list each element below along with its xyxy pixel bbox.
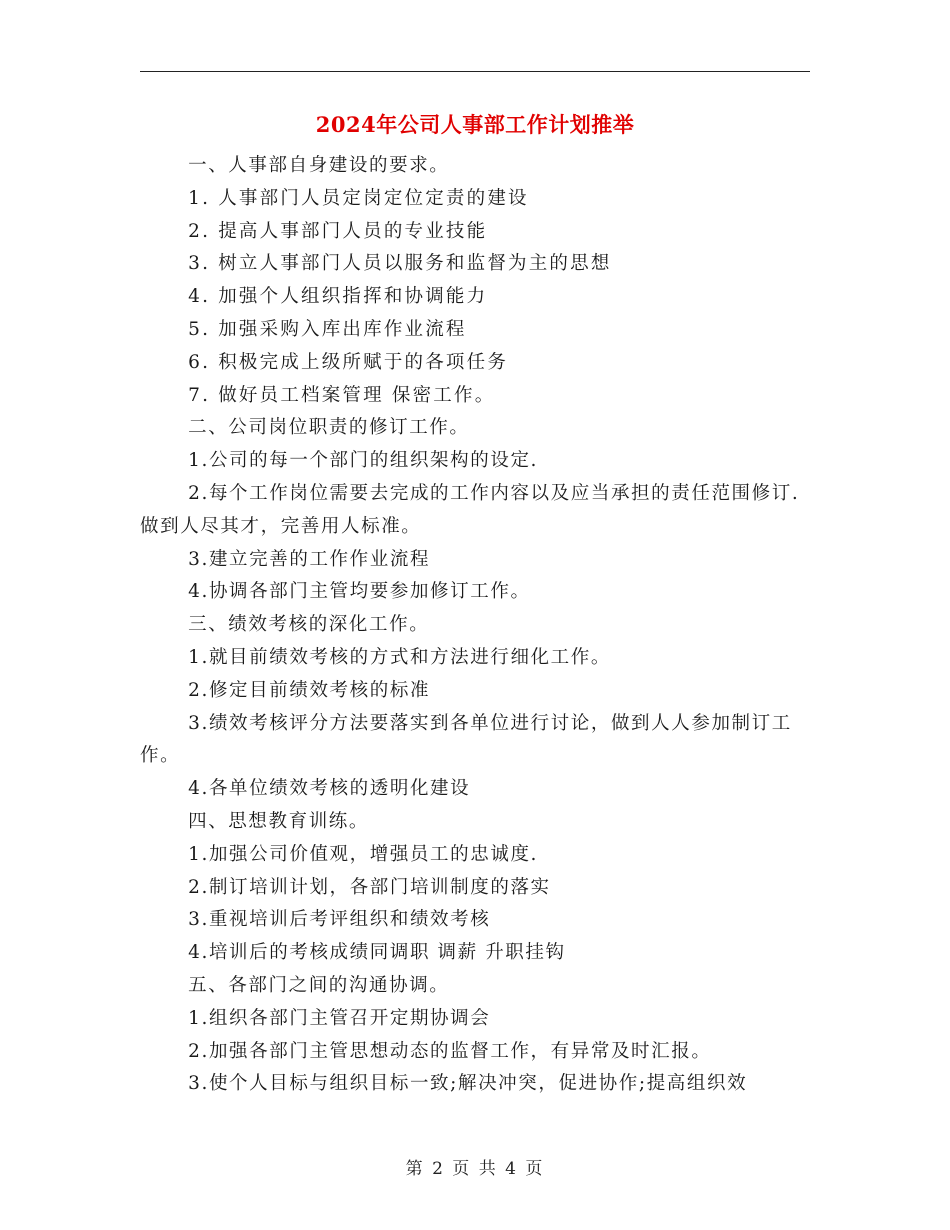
list-item: 1.就目前绩效考核的方式和方法进行细化工作。 [188, 646, 611, 668]
page-footer: 第 2 页 共 4 页 [405, 1159, 545, 1179]
list-item: 2.修定目前绩效考核的标准 [188, 679, 431, 701]
list-item: 4.培训后的考核成绩同调职 调薪 升职挂钩 [188, 942, 566, 964]
section-heading-2: 二、公司岗位职责的修订工作。 [188, 417, 470, 439]
list-item: 7. 做好员工档案管理 保密工作。 [188, 384, 496, 406]
list-item: 1. 人事部门人员定岗定位定责的建设 [188, 187, 529, 209]
section-heading-1: 一、人事部自身建设的要求。 [188, 155, 450, 176]
list-item: 4.各单位绩效考核的透明化建设 [188, 778, 471, 800]
section-heading-3: 三、绩效考核的深化工作。 [188, 614, 430, 636]
document-title: 2024年公司人事部工作计划推举 [315, 112, 635, 137]
list-item: 3.重视培训后考评组织和绩效考核 [188, 909, 491, 931]
list-item: 2. 提高人事部门人员的专业技能 [188, 220, 488, 242]
list-item: 3.绩效考核评分方法要落实到各单位进行讨论，做到人人参加制订工作。 [140, 712, 792, 767]
document-body [140, 150, 810, 1101]
list-item: 6. 积极完成上级所赋于的各项任务 [188, 351, 509, 373]
list-item: 3.建立完善的工作作业流程 [188, 548, 431, 570]
section-heading-4: 四、思想教育训练。 [188, 810, 369, 832]
list-item: 2.加强各部门主管思想动态的监督工作，有异常及时汇报。 [188, 1040, 712, 1062]
list-item: 1.公司的每一个部门的组织架构的设定. [188, 450, 539, 472]
list-item: 4.协调各部门主管均要参加修订工作。 [188, 581, 531, 603]
list-item: 3. 树立人事部门人员以服务和监督为主的思想 [188, 253, 612, 275]
list-item: 2.制订培训计划，各部门培训制度的落实 [188, 876, 551, 898]
header-rule [140, 71, 810, 72]
list-item: 3.使个人目标与组织目标一致;解决冲突，促进协作;提高组织效 [188, 1073, 748, 1095]
list-item: 1.组织各部门主管召开定期协调会 [188, 1007, 491, 1029]
list-item: 5. 加强采购入库出库作业流程 [188, 318, 467, 340]
list-item: 2.每个工作岗位需要去完成的工作内容以及应当承担的责任范围修订.做到人尽其才，完善用人标准。 [140, 482, 800, 537]
list-item: 4. 加强个人组织指挥和协调能力 [188, 286, 488, 308]
list-item: 1.加强公司价值观，增强员工的忠诚度. [188, 843, 539, 865]
section-heading-5: 五、各部门之间的沟通协调。 [188, 974, 450, 996]
